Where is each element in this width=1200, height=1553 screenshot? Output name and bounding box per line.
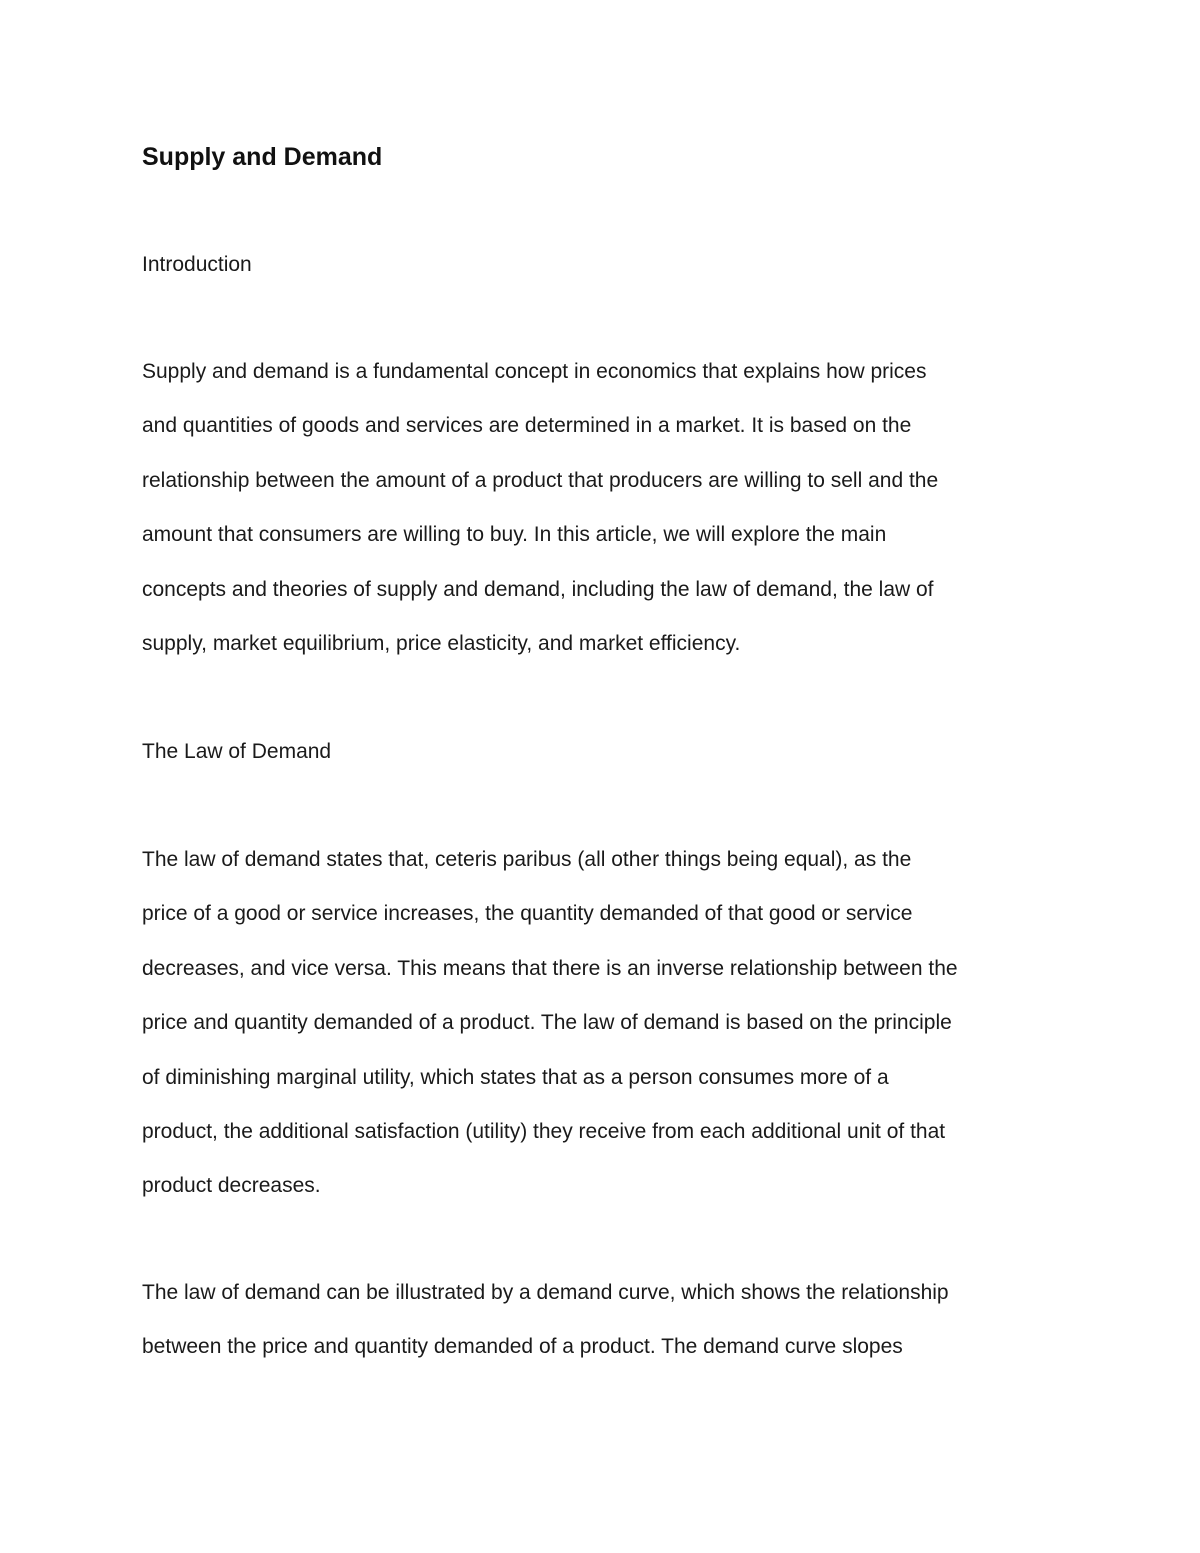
text-line: between the price and quantity demanded of a product. The demand curve slopes: [142, 1335, 903, 1359]
text-line: price and quantity demanded of a product. The law of demand is based on the principle: [142, 1011, 952, 1035]
text-line: and quantities of goods and services are determined in a market. It is based on the: [142, 414, 912, 438]
section-heading-introduction: Introduction: [142, 253, 252, 276]
text-line: The law of demand states that, ceteris paribus (all other things being equal), as the: [142, 848, 912, 871]
paragraph-introduction: [142, 357, 1072, 683]
text-line: price of a good or service increases, the quantity demanded of that good or service: [142, 902, 913, 926]
document-title: Supply and Demand: [142, 143, 383, 171]
text-line: of diminishing marginal utility, which states that as a person consumes more of a: [142, 1065, 889, 1089]
text-line: product, the additional satisfaction (utility) they receive from each additional unit of that: [142, 1119, 946, 1143]
section-heading-law-of-demand: The Law of Demand: [142, 740, 332, 763]
text-line: amount that consumers are willing to buy. In this article, we will explore the main: [142, 523, 887, 547]
text-line: relationship between the amount of a product that producers are willing to sell and the: [142, 468, 939, 492]
text-line: The law of demand can be illustrated by a demand curve, which shows the relationship: [142, 1281, 949, 1304]
text-line: decreases, and vice versa. This means that there is an inverse relationship between the: [142, 956, 958, 980]
paragraph-law-of-demand: [142, 845, 1072, 1226]
text-line: concepts and theories of supply and demand, including the law of demand, the law of: [142, 577, 934, 601]
text-line: product decreases.: [142, 1174, 321, 1198]
text-line: Supply and demand is a fundamental concept in economics that explains how prices: [142, 360, 927, 383]
paragraph-demand-curve: [142, 1278, 1072, 1387]
text-line: supply, market equilibrium, price elasticity, and market efficiency.: [142, 631, 741, 655]
